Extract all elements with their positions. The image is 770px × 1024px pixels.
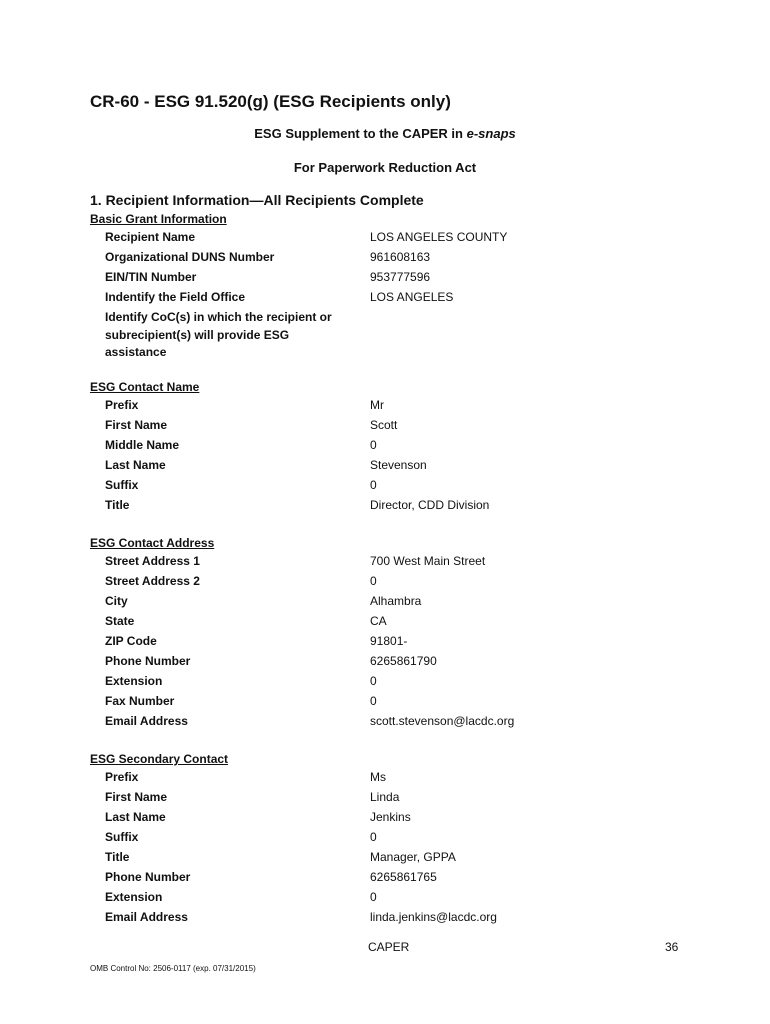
field-value: Director, CDD Division (370, 498, 490, 512)
field-label: Email Address (105, 910, 188, 924)
field-value: 953777596 (370, 270, 431, 284)
field-value: Mr (370, 398, 384, 412)
field-label: Fax Number (105, 694, 175, 708)
subtitle-esg-supplement (0, 126, 770, 141)
field-label: Recipient Name (105, 230, 196, 244)
section-heading: 1. Recipient Information—All Recipients Complete (90, 192, 424, 208)
field-value: linda.jenkins@lacdc.org (370, 910, 497, 924)
field-value: 0 (370, 890, 377, 904)
contact-name-heading: ESG Contact Name (90, 380, 200, 394)
secondary-contact-heading: ESG Secondary Contact (90, 752, 229, 766)
field-value: 0 (370, 438, 377, 452)
field-label: Last Name (105, 458, 166, 472)
page-title: CR-60 - ESG 91.520(g) (ESG Recipients only) (90, 92, 451, 111)
field-value: LOS ANGELES COUNTY (370, 230, 508, 244)
field-label: Extension (105, 674, 163, 688)
field-value: 0 (370, 574, 377, 588)
field-value: Ms (370, 770, 386, 784)
footer-caper: CAPER (368, 940, 410, 954)
field-label: City (105, 594, 128, 608)
field-value: 6265861765 (370, 870, 437, 884)
field-value: Scott (370, 418, 398, 432)
field-label: Organizational DUNS Number (105, 250, 275, 264)
field-label: Identify CoC(s) in which the recipient or subrecipient(s) will provide ESG assistance (105, 310, 332, 359)
field-value: Stevenson (370, 458, 427, 472)
field-label: Prefix (105, 770, 139, 784)
field-value: 961608163 (370, 250, 431, 264)
field-value: CA (370, 614, 387, 628)
subtitle-esnaps: e-snaps (466, 126, 516, 141)
field-value: 0 (370, 830, 377, 844)
field-label: Extension (105, 890, 163, 904)
field-value: 91801- (370, 634, 408, 648)
field-value: 700 West Main Street (370, 554, 486, 568)
field-label: Suffix (105, 478, 139, 492)
omb-control-number: OMB Control No: 2506-0117 (exp. 07/31/2015) (90, 964, 256, 973)
field-label: Email Address (105, 714, 188, 728)
field-label: Phone Number (105, 870, 191, 884)
contact-address-heading: ESG Contact Address (90, 536, 215, 550)
basic-grant-heading: Basic Grant Information (90, 212, 227, 226)
field-label: First Name (105, 790, 168, 804)
field-label: Title (105, 498, 130, 512)
subtitle-paperwork: For Paperwork Reduction Act (293, 160, 477, 175)
field-label: Street Address 2 (105, 574, 200, 588)
field-label: Prefix (105, 398, 139, 412)
field-value: Linda (370, 790, 400, 804)
field-value: Jenkins (370, 810, 411, 824)
field-value: 0 (370, 478, 377, 492)
field-value: 6265861790 (370, 654, 437, 668)
subtitle-text: ESG Supplement to the CAPER in (254, 126, 467, 141)
field-label: EIN/TIN Number (105, 270, 197, 284)
field-value: 0 (370, 674, 377, 688)
field-label: Last Name (105, 810, 166, 824)
field-label: Middle Name (105, 438, 180, 452)
field-label: First Name (105, 418, 168, 432)
field-label: Title (105, 850, 130, 864)
field-value: Alhambra (370, 594, 422, 608)
page-number: 36 (665, 940, 679, 954)
field-label: State (105, 614, 135, 628)
field-value: scott.stevenson@lacdc.org (370, 714, 515, 728)
field-label: Suffix (105, 830, 139, 844)
field-value: LOS ANGELES (370, 290, 454, 304)
field-value: 0 (370, 694, 377, 708)
field-label: Street Address 1 (105, 554, 200, 568)
field-value: Manager, GPPA (370, 850, 456, 864)
field-label: Indentify the Field Office (105, 290, 246, 304)
field-label: ZIP Code (105, 634, 157, 648)
field-label: Phone Number (105, 654, 191, 668)
